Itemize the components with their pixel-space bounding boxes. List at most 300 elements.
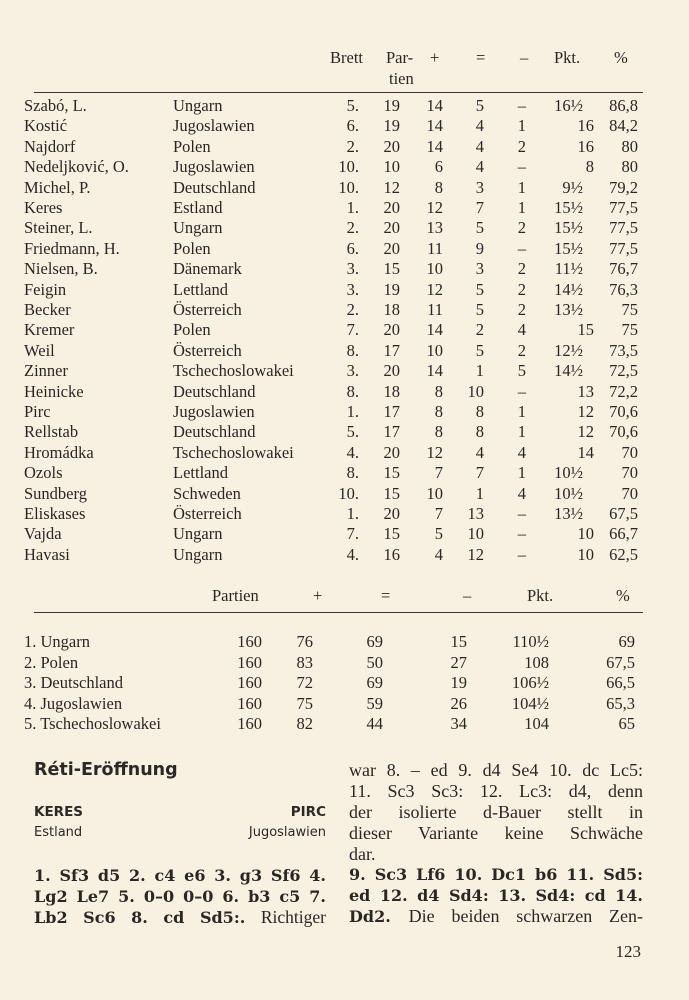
moves-line <box>34 907 326 929</box>
cell-partien: 16 <box>383 544 400 564</box>
cell-minus: 1 <box>517 463 526 483</box>
table-row <box>0 259 689 279</box>
commentary-line: 11. Sc3 Sc3: 12. Lc3: d4, denn <box>349 781 643 801</box>
cell-minus: – <box>517 238 526 258</box>
cell-partien: 20 <box>383 320 400 340</box>
table-row <box>0 320 689 340</box>
cell-brett: 7. <box>346 320 359 340</box>
cell-partien: 18 <box>383 300 400 319</box>
moves-line-bold: Lb2 Sc6 8. cd Sd5:. <box>34 908 246 928</box>
cell-brett: 8. <box>346 463 359 483</box>
cell-partien: 17 <box>383 422 400 442</box>
cell-minus: 1 <box>517 177 526 197</box>
moves-line-plain: Richtiger <box>260 907 326 928</box>
cell-partien: 20 <box>383 442 400 462</box>
commentary-line: dar. <box>349 844 376 864</box>
cell-pkt: 12 <box>577 422 594 442</box>
cell-country: Deutschland <box>173 422 256 442</box>
cell-pkt: 13½ <box>554 504 583 523</box>
cell-name: Pirc <box>24 402 51 421</box>
cell-plus: 10 <box>426 483 443 503</box>
cell-plus: 12 <box>426 442 443 462</box>
cell-minus: – <box>517 504 526 523</box>
cell-brett: 10. <box>338 483 359 503</box>
table-row <box>0 484 689 504</box>
cell-equal: 12 <box>467 544 484 564</box>
cell-name: Weil <box>24 340 55 360</box>
cell-brett: 8. <box>346 381 359 401</box>
cell-pkt: 10½ <box>554 483 583 503</box>
cell-equal: 4 <box>475 116 484 136</box>
cell-country: Polen <box>173 238 211 258</box>
cell-partien: 20 <box>383 238 400 258</box>
cell-pkt: 10 <box>577 544 594 564</box>
cell-equal: 9 <box>475 238 484 258</box>
header-minus: – <box>520 48 529 67</box>
cell-equal: 3 <box>475 259 484 279</box>
team-cell-minus: 34 <box>450 714 467 734</box>
table-row <box>0 361 689 381</box>
team-cell-pkt: 104½ <box>511 693 549 713</box>
cell-partien: 17 <box>383 402 400 421</box>
team-row <box>0 694 689 714</box>
cell-country: Polen <box>173 136 211 156</box>
cell-partien: 19 <box>383 116 400 136</box>
cell-minus: – <box>517 544 526 564</box>
cell-name: Feigin <box>24 279 67 299</box>
cell-equal: 10 <box>467 381 484 401</box>
table-row <box>0 524 689 544</box>
cell-name: Vajda <box>24 524 62 544</box>
cell-plus: 11 <box>427 300 443 319</box>
cell-partien: 20 <box>383 361 400 381</box>
cell-country: Ungarn <box>173 544 223 564</box>
table-row <box>0 504 689 524</box>
team-cell-pct: 65 <box>618 714 635 734</box>
cell-pkt: 11½ <box>554 259 583 279</box>
cell-partien: 15 <box>383 259 400 279</box>
cell-plus: 14 <box>426 116 443 136</box>
cell-pct: 75 <box>621 300 638 319</box>
team-header-plus: + <box>313 586 323 605</box>
commentary-line: der isolierte d-Bauer stellt in <box>349 802 643 822</box>
cell-country: Lettland <box>173 463 228 483</box>
table-row <box>0 280 689 300</box>
cell-country: Tschechoslowakei <box>173 442 294 462</box>
cell-equal: 1 <box>475 361 484 381</box>
cell-plus: 14 <box>426 96 443 115</box>
cell-minus: 1 <box>517 116 526 136</box>
cell-minus: 2 <box>517 300 526 319</box>
white-player-country: Estland <box>34 825 83 840</box>
team-header-minus: – <box>463 586 472 605</box>
cell-plus: 13 <box>426 218 443 238</box>
team-row <box>0 714 689 734</box>
cell-pkt: 10½ <box>554 463 583 483</box>
cell-equal: 2 <box>475 320 484 340</box>
cell-minus: 2 <box>517 340 526 360</box>
team-cell-equal: 59 <box>366 693 383 713</box>
cell-country: Ungarn <box>173 96 223 115</box>
header-brett: Brett <box>330 48 363 67</box>
cell-name: Zinner <box>24 361 68 381</box>
cell-brett: 3. <box>346 279 359 299</box>
cell-country: Jugoslawien <box>173 157 255 177</box>
header-equal: = <box>476 48 486 67</box>
cell-pct: 72,5 <box>609 361 638 381</box>
cell-plus: 4 <box>434 544 443 564</box>
cell-name: Keres <box>24 198 63 217</box>
team-cell-equal: 50 <box>366 652 383 672</box>
cell-name: Heinicke <box>24 381 84 401</box>
cell-minus: 2 <box>517 218 526 238</box>
cell-country: Österreich <box>173 340 242 360</box>
cell-equal: 4 <box>475 157 484 177</box>
cell-country: Jugoslawien <box>173 116 255 136</box>
table-row <box>0 218 689 238</box>
cell-equal: 7 <box>475 463 484 483</box>
cell-name: Nielsen, B. <box>24 259 98 279</box>
cell-brett: 3. <box>346 361 359 381</box>
cell-brett: 1. <box>346 402 359 421</box>
cell-pkt: 10 <box>577 524 594 544</box>
cell-equal: 4 <box>475 442 484 462</box>
cell-brett: 6. <box>346 116 359 136</box>
commentary-line: dieser Variante keine Schwäche <box>349 823 643 843</box>
team-cell-pct: 69 <box>618 632 635 651</box>
cell-country: Österreich <box>173 504 242 523</box>
cell-pkt: 12 <box>577 402 594 421</box>
cell-partien: 12 <box>383 177 400 197</box>
cell-pct: 70 <box>621 463 638 483</box>
cell-pct: 66,7 <box>609 524 638 544</box>
continued-moves-plain: Die beiden schwarzen Zen- <box>408 906 643 927</box>
cell-plus: 6 <box>434 157 443 177</box>
table-row <box>0 545 689 565</box>
cell-equal: 3 <box>475 177 484 197</box>
header-partien-line1: Par- <box>386 48 414 67</box>
cell-pct: 70 <box>621 442 638 462</box>
cell-brett: 7. <box>346 524 359 544</box>
cell-plus: 8 <box>434 402 443 421</box>
cell-name: Szabó, L. <box>24 96 87 115</box>
team-cell-partien: 160 <box>237 632 262 651</box>
cell-brett: 10. <box>338 177 359 197</box>
team-header-rule <box>34 612 643 613</box>
team-cell-pct: 67,5 <box>606 652 635 672</box>
cell-equal: 5 <box>475 300 484 319</box>
cell-name: Friedmann, H. <box>24 238 120 258</box>
team-cell-plus: 76 <box>296 632 313 651</box>
cell-partien: 19 <box>383 279 400 299</box>
header-pkt: Pkt. <box>554 48 581 67</box>
black-player-name: PIRC <box>290 804 326 820</box>
cell-minus: – <box>517 96 526 115</box>
team-row <box>0 653 689 673</box>
continued-moves-bold: Dd2. <box>349 907 391 927</box>
continued-moves-line: 9. Sc3 Lf6 10. Dc1 b6 11. Sd5: <box>349 865 643 884</box>
cell-brett: 4. <box>346 442 359 462</box>
cell-brett: 2. <box>346 300 359 319</box>
cell-pkt: 15½ <box>554 238 583 258</box>
cell-brett: 4. <box>346 544 359 564</box>
table-row <box>0 300 689 320</box>
cell-name: Sundberg <box>24 483 87 503</box>
moves-line: Lg2 Le7 5. 0–0 0–0 6. b3 c5 7. <box>34 886 326 906</box>
commentary-column <box>349 760 643 928</box>
cell-pct: 77,5 <box>609 218 638 238</box>
cell-pkt: 9½ <box>562 177 583 197</box>
cell-name: Ozols <box>24 463 63 483</box>
cell-brett: 5. <box>346 422 359 442</box>
cell-plus: 14 <box>426 136 443 156</box>
cell-pct: 79,2 <box>609 177 638 197</box>
cell-plus: 8 <box>434 177 443 197</box>
team-cell-pct: 65,3 <box>606 693 635 713</box>
cell-country: Deutschland <box>173 381 256 401</box>
team-cell-partien: 160 <box>237 652 262 672</box>
cell-pkt: 8 <box>585 157 594 177</box>
team-cell-minus: 26 <box>450 693 467 713</box>
cell-equal: 5 <box>475 279 484 299</box>
team-cell-team: 1. Ungarn <box>24 632 90 651</box>
cell-equal: 8 <box>475 402 484 421</box>
table-row <box>0 96 689 116</box>
cell-name: Rellstab <box>24 422 79 442</box>
team-cell-pct: 66,5 <box>606 673 635 693</box>
cell-plus: 14 <box>426 361 443 381</box>
cell-country: Tschechoslowakei <box>173 361 294 381</box>
table-row <box>0 341 689 361</box>
cell-minus: – <box>517 381 526 401</box>
cell-pct: 70,6 <box>609 422 638 442</box>
cell-brett: 1. <box>346 504 359 523</box>
cell-equal: 13 <box>467 504 484 523</box>
cell-minus: 4 <box>517 442 526 462</box>
cell-country: Polen <box>173 320 211 340</box>
cell-pct: 67,5 <box>609 504 638 523</box>
cell-minus: – <box>517 524 526 544</box>
cell-brett: 2. <box>346 136 359 156</box>
cell-pkt: 13½ <box>554 300 583 319</box>
cell-pkt: 16 <box>577 116 594 136</box>
table-row <box>0 443 689 463</box>
cell-name: Steiner, L. <box>24 218 93 238</box>
cell-plus: 7 <box>434 504 443 523</box>
cell-name: Becker <box>24 300 71 319</box>
commentary-line: war 8. – ed 9. d4 Se4 10. dc Lc5: <box>349 760 643 780</box>
cell-partien: 10 <box>383 157 400 177</box>
team-cell-plus: 75 <box>296 693 313 713</box>
cell-brett: 8. <box>346 340 359 360</box>
team-cell-team: 5. Tschechoslowakei <box>24 714 161 734</box>
cell-partien: 15 <box>383 483 400 503</box>
cell-name: Michel, P. <box>24 177 91 197</box>
cell-pkt: 16 <box>577 136 594 156</box>
cell-country: Estland <box>173 198 223 217</box>
moves-line: 1. Sf3 d5 2. c4 e6 3. g3 Sf6 4. <box>34 866 326 885</box>
cell-plus: 11 <box>427 238 443 258</box>
cell-partien: 20 <box>383 136 400 156</box>
cell-plus: 10 <box>426 259 443 279</box>
cell-name: Hromádka <box>24 442 94 462</box>
cell-pkt: 12½ <box>554 340 583 360</box>
cell-pkt: 14½ <box>554 279 583 299</box>
cell-name: Nedeljković, O. <box>24 157 129 177</box>
cell-plus: 10 <box>426 340 443 360</box>
cell-country: Deutschland <box>173 177 256 197</box>
opening-title: Réti-Eröffnung <box>34 760 178 780</box>
cell-pkt: 14½ <box>554 361 583 381</box>
cell-country: Ungarn <box>173 218 223 238</box>
game-moves <box>34 866 326 929</box>
cell-pct: 77,5 <box>609 238 638 258</box>
cell-partien: 20 <box>383 504 400 523</box>
cell-country: Ungarn <box>173 524 223 544</box>
cell-plus: 12 <box>426 279 443 299</box>
team-row <box>0 632 689 652</box>
team-cell-plus: 83 <box>296 652 313 672</box>
cell-plus: 5 <box>434 524 443 544</box>
continued-moves-line: ed 12. d4 Sd4: 13. Sd4: cd 14. <box>349 885 643 905</box>
cell-equal: 7 <box>475 198 484 217</box>
cell-plus: 8 <box>434 422 443 442</box>
cell-pkt: 14 <box>577 442 594 462</box>
cell-plus: 12 <box>426 198 443 217</box>
cell-brett: 3. <box>346 259 359 279</box>
cell-equal: 5 <box>475 218 484 238</box>
cell-country: Österreich <box>173 300 242 319</box>
cell-pct: 72,2 <box>609 381 638 401</box>
cell-equal: 1 <box>475 483 484 503</box>
cell-minus: 4 <box>517 483 526 503</box>
cell-pkt: 15½ <box>554 198 583 217</box>
team-header-pkt: Pkt. <box>527 586 554 605</box>
cell-country: Jugoslawien <box>173 402 255 421</box>
cell-brett: 5. <box>346 96 359 115</box>
team-header-partien: Partien <box>212 586 259 605</box>
team-cell-pkt: 110½ <box>512 632 549 651</box>
cell-partien: 15 <box>383 463 400 483</box>
cell-partien: 20 <box>383 198 400 217</box>
team-cell-team: 4. Jugoslawien <box>24 693 123 713</box>
cell-minus: 2 <box>517 279 526 299</box>
page-number: 123 <box>615 942 641 961</box>
cell-equal: 5 <box>475 340 484 360</box>
team-cell-equal: 69 <box>366 673 383 693</box>
team-row <box>0 673 689 693</box>
team-cell-minus: 15 <box>450 632 467 651</box>
team-header-equal: = <box>381 586 391 605</box>
team-cell-partien: 160 <box>237 693 262 713</box>
cell-plus: 14 <box>426 320 443 340</box>
cell-pct: 70 <box>621 483 638 503</box>
cell-country: Lettland <box>173 279 228 299</box>
table-row <box>0 137 689 157</box>
cell-pkt: 16½ <box>554 96 583 115</box>
team-cell-plus: 82 <box>296 714 313 734</box>
cell-pct: 73,5 <box>609 340 638 360</box>
black-player-country: Jugoslawien <box>248 825 326 840</box>
cell-country: Schweden <box>173 483 241 503</box>
cell-pct: 76,7 <box>609 259 638 279</box>
cell-pkt: 13 <box>577 381 594 401</box>
cell-minus: 2 <box>517 136 526 156</box>
header-rule <box>34 92 643 93</box>
cell-equal: 10 <box>467 524 484 544</box>
team-cell-equal: 44 <box>366 714 383 734</box>
team-header-pct: % <box>616 586 630 605</box>
team-cell-team: 2. Polen <box>24 652 79 672</box>
cell-pct: 62,5 <box>609 544 638 564</box>
cell-pct: 86,8 <box>609 96 638 115</box>
cell-minus: – <box>517 157 526 177</box>
cell-equal: 8 <box>475 422 484 442</box>
cell-partien: 18 <box>383 381 400 401</box>
cell-pct: 70,6 <box>609 402 638 421</box>
cell-minus: 2 <box>517 259 526 279</box>
cell-minus: 1 <box>517 198 526 217</box>
table-row <box>0 157 689 177</box>
table-row <box>0 402 689 422</box>
team-cell-pkt: 108 <box>524 652 549 672</box>
team-cell-pkt: 104 <box>524 714 549 734</box>
cell-name: Kostić <box>24 116 68 136</box>
cell-pkt: 15 <box>577 320 594 340</box>
cell-minus: 5 <box>517 361 526 381</box>
cell-plus: 8 <box>434 381 443 401</box>
cell-brett: 1. <box>346 198 359 217</box>
team-cell-plus: 72 <box>296 673 313 693</box>
cell-equal: 4 <box>475 136 484 156</box>
cell-pct: 77,5 <box>609 198 638 217</box>
cell-name: Eliskases <box>24 504 86 523</box>
cell-country: Dänemark <box>173 259 242 279</box>
white-player-name: KERES <box>34 804 84 820</box>
table-row <box>0 116 689 136</box>
cell-partien: 17 <box>383 340 400 360</box>
cell-equal: 5 <box>475 96 484 115</box>
team-cell-partien: 160 <box>237 714 262 734</box>
header-pct: % <box>614 48 628 67</box>
cell-partien: 15 <box>383 524 400 544</box>
cell-pkt: 15½ <box>554 218 583 238</box>
cell-minus: 1 <box>517 402 526 421</box>
header-plus: + <box>430 48 440 67</box>
cell-pct: 84,2 <box>609 116 638 136</box>
cell-pct: 80 <box>621 157 638 177</box>
cell-pct: 75 <box>621 320 638 340</box>
table-row <box>0 198 689 218</box>
header-partien-line2: tien <box>389 69 414 88</box>
cell-name: Havasi <box>24 544 70 564</box>
table-row <box>0 239 689 259</box>
team-cell-minus: 19 <box>450 673 467 693</box>
team-cell-equal: 69 <box>366 632 383 651</box>
table-row <box>0 422 689 442</box>
team-cell-minus: 27 <box>450 652 467 672</box>
team-cell-team: 3. Deutschland <box>24 673 123 693</box>
table-row <box>0 463 689 483</box>
cell-pct: 80 <box>621 136 638 156</box>
continued-moves-line <box>349 906 643 928</box>
cell-name: Najdorf <box>24 136 76 156</box>
table-row <box>0 382 689 402</box>
cell-minus: 1 <box>517 422 526 442</box>
cell-partien: 20 <box>383 218 400 238</box>
cell-brett: 10. <box>338 157 359 177</box>
cell-name: Kremer <box>24 320 75 340</box>
